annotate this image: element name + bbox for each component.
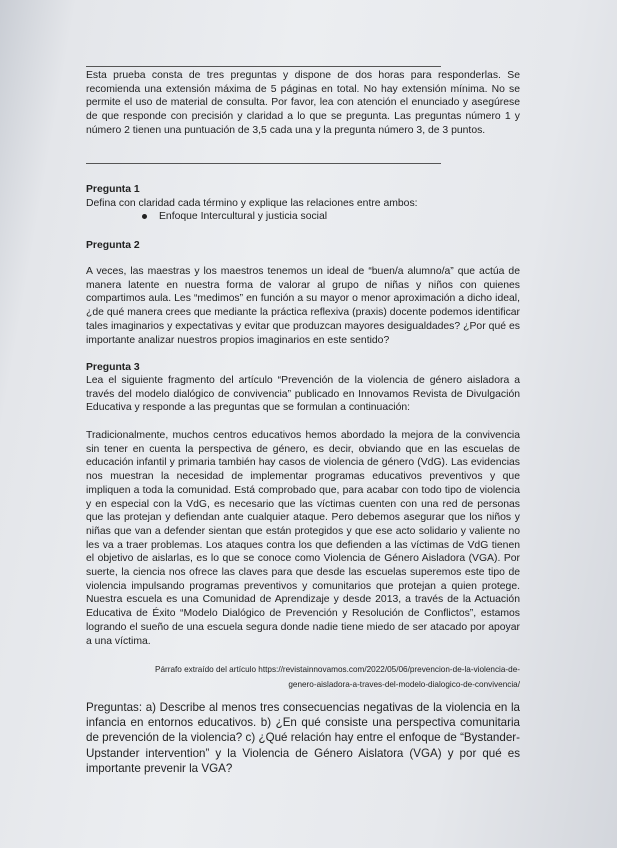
question-3-intro: Lea el siguiente fragmento del artículo “Prevención de la violencia de género aisladora a través del modelo dialógico de convivencia” publicado en Innovamos Revista de Divulgación Educativa y responde a las preguntas que se formulan a continuación:: [86, 375, 520, 414]
question-3-title: Pregunta 3: [86, 362, 140, 373]
bullet-icon: [142, 214, 147, 219]
question-1-text: Defina con claridad cada término y explique las relaciones entre ambos:: [86, 198, 418, 209]
question-1-title: Pregunta 1: [86, 184, 140, 195]
question-1-bullet: [142, 211, 327, 222]
top-divider: [86, 66, 441, 67]
bottom-divider: [86, 163, 441, 164]
question-3-prompts: Preguntas: a) Describe al menos tres consecuencias negativas de la violencia en la infancia en entornos educativos. b) ¿En qué consiste una perspectiva comunitaria de prevención de la violencia? c) ¿Qué relación hay entre el enfoque de “Bystander-Upstander intervention” y la Violencia de Género Aislatora (VGA) y por qué es importante prevenir la VGA?: [86, 701, 520, 775]
question-1-bullet-text: Enfoque Intercultural y justicia social: [159, 211, 328, 222]
source-line-2: genero-aisladora-a-traves-del-modelo-dialogico-de-convivencia/: [288, 679, 520, 689]
question-2-title: Pregunta 2: [86, 240, 140, 251]
source-reference: [100, 663, 520, 692]
source-line-1: Párrafo extraído del artículo https://revistainnovamos.com/2022/05/06/prevencion-de-la-violencia-de-: [155, 665, 520, 674]
article-excerpt: Tradicionalmente, muchos centros educativos hemos abordado la mejora de la convivencia sin tener en cuenta la perspectiva de género, es decir, obviando que en las escuelas de educación infantil y primaria también hay casos de violencia de género (VdG). Las evidencias nos muestran la necesidad de implementar programas educativos preventivos y que impliquen a toda la comunidad. Está comprobado que, para acabar con todo tipo de violencia y en especial con la VdG, es necesario que las víctimas cuenten con una red de personas que las protejan y defiendan ante cualquier ataque. Pero debemos asegurar que los niños y niñas que van a defender sientan que están protegidos y que ese acto solidario y valiente no les va a traer problemas. Los ataques contra los que defienden a las víctimas de VdG tienen el objetivo de aislarlas, es lo que se conoce como Violencia de Género Aisladora (VGA). Por suerte, la ciencia nos ofrece las claves para que desde las escuelas superemos este tipo de violencia impulsando programas preventivos y comunitarios que protejan a quien protege. Nuestra escuela es una Comunidad de Aprendizaje y desde 2013, a través de la Actuación Educativa de Éxito “Modelo Dialógico de Prevención y Resolución de Conflictos”, estamos logrando el sueño de una escuela segura donde nadie tiene miedo de ser atacado por apoyar a una víctima.: [86, 430, 520, 647]
instructions-text: Esta prueba consta de tres preguntas y dispone de dos horas para responderlas. Se recomienda una extensión máxima de 5 páginas en total. No hay extensión mínima. No se permite el uso de material de consulta. Por favor, lea con atención el enunciado y asegúrese de que responde con precisión y claridad a lo que se pregunta. Las preguntas número 1 y número 2 tienen una puntuación de 3,5 cada una y la pregunta número 3, de 3 puntos.: [86, 70, 520, 136]
question-2-text: A veces, las maestras y los maestros tenemos un ideal de “buen/a alumno/a” que actúa de manera latente en nuestra forma de valorar al grupo de niñas y niños con quienes compartimos aula. Les “medimos” en función a su mayor o menor aproximación a dicho ideal, ¿de qué manera crees que mediante la práctica reflexiva (praxis) docente podemos identificar tales imaginarios y expectativas y evitar que produzcan mayores desigualdades? ¿Por qué es importante analizar nuestros propios imaginarios en este sentido?: [86, 266, 520, 346]
